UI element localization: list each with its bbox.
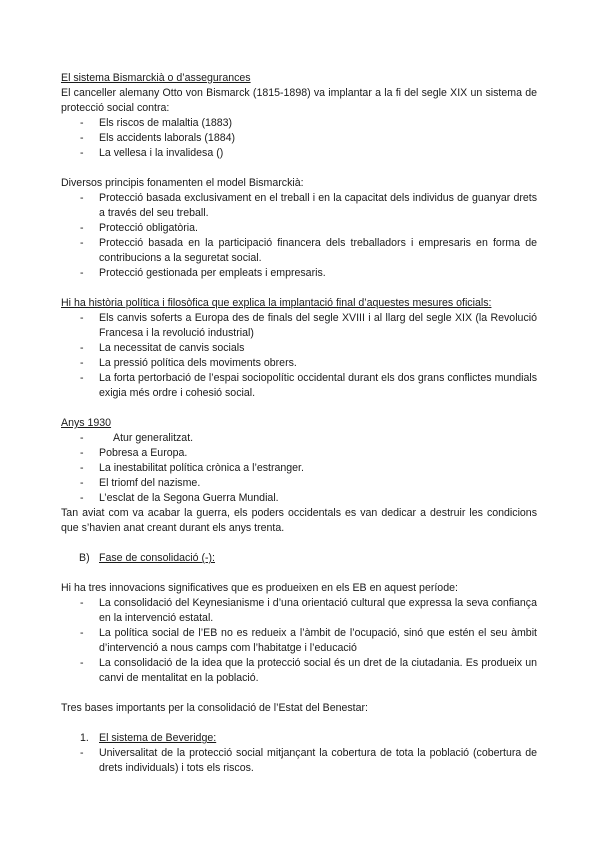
section-label: B) — [79, 552, 90, 564]
list-beveridge — [61, 746, 537, 776]
list-item: - La inestabilitat política crònica a l’estranger. — [61, 461, 537, 476]
list-item: - Protecció basada exclusivament en el treball i en la capacitat dels individus de guanyar drets a través del seu treball. — [61, 191, 537, 221]
number-label: 1. — [80, 732, 89, 744]
section-heading-b — [61, 551, 537, 566]
list-item: - La política social de l’EB no es redueix a l’àmbit de l’ocupació, sinó que estén el seu àmbit d’intervenció a nous camps com l’habitatge i l’educació — [61, 626, 537, 656]
list-item: - El triomf del nazisme. — [61, 476, 537, 491]
list-item: - Atur generalitzat. — [61, 431, 537, 446]
list-item: - Els canvis soferts a Europa des de finals del segle XVIII i al llarg del segle XIX (la Revolució Francesa i la revolució industrial) — [61, 311, 537, 341]
document-page — [61, 71, 537, 776]
list-item: - L’esclat de la Segona Guerra Mundial. — [61, 491, 537, 506]
list-item: - Els riscos de malaltia (1883) — [61, 116, 537, 131]
numbered-heading-beveridge — [61, 731, 537, 746]
list-item: - Pobresa a Europa. — [61, 446, 537, 461]
section-title-beveridge: El sistema de Beveridge: — [99, 732, 217, 744]
list-1930 — [61, 431, 537, 506]
list-history — [61, 311, 537, 401]
paragraph-bismarck-intro: El canceller alemany Otto von Bismarck (1815-1898) va implantar a la fi del segle XIX un sistema de protecció social contra: — [61, 87, 537, 114]
section-title-1930: Anys 1930 — [61, 417, 112, 429]
paragraph-innovations-intro: Hi ha tres innovacions significatives que es produeixen en els EB en aquest període: — [61, 582, 458, 594]
paragraph-bases-intro: Tres bases importants per la consolidació de l’Estat del Benestar: — [61, 702, 368, 714]
list-item: - Universalitat de la protecció social mitjançant la cobertura de tota la població (cobertura de drets individuals) i tots els riscos. — [61, 746, 537, 776]
list-item: - Protecció obligatòria. — [61, 221, 537, 236]
list-item: - La vellesa i la invalidesa () — [61, 146, 537, 161]
section-title-bismarck: El sistema Bismarckià o d’assegurances — [61, 72, 251, 84]
list-item: - La consolidació de la idea que la protecció social és un dret de la ciutadania. Es produeix un canvi de mentalitat en la població. — [61, 656, 537, 686]
list-item: - Protecció basada en la participació financera dels treballadors i empresaris en forma de contribucions a la seguretat social. — [61, 236, 537, 266]
list-principles — [61, 191, 537, 281]
list-item: - La consolidació del Keynesianisme i d’una orientació cultural que expressa la seva confiança en la intervenció estatal. — [61, 596, 537, 626]
list-item: - La pressió política dels moviments obrers. — [61, 356, 537, 371]
section-title-consolidation: Fase de consolidació (-): — [99, 552, 215, 564]
paragraph-principles-intro: Diversos principis fonamenten el model Bismarckià: — [61, 177, 304, 189]
list-item: - Els accidents laborals (1884) — [61, 131, 537, 146]
list-innovations — [61, 596, 537, 686]
list-item: - La forta pertorbació de l’espai sociopolític occidental durant els dos grans conflictes mundials exigia més ordre i cohesió social. — [61, 371, 537, 401]
list-item: - Protecció gestionada per empleats i empresaris. — [61, 266, 537, 281]
paragraph-postwar: Tan aviat com va acabar la guerra, els poders occidentals es van dedicar a destruir les condicions que s’havien anat creant durant els anys trenta. — [61, 507, 537, 534]
section-title-history: Hi ha història política i filosòfica que explica la implantació final d’aquestes mesures oficials: — [61, 297, 492, 309]
list-item: - La necessitat de canvis socials — [61, 341, 537, 356]
list-bismarck-risks — [61, 116, 537, 161]
